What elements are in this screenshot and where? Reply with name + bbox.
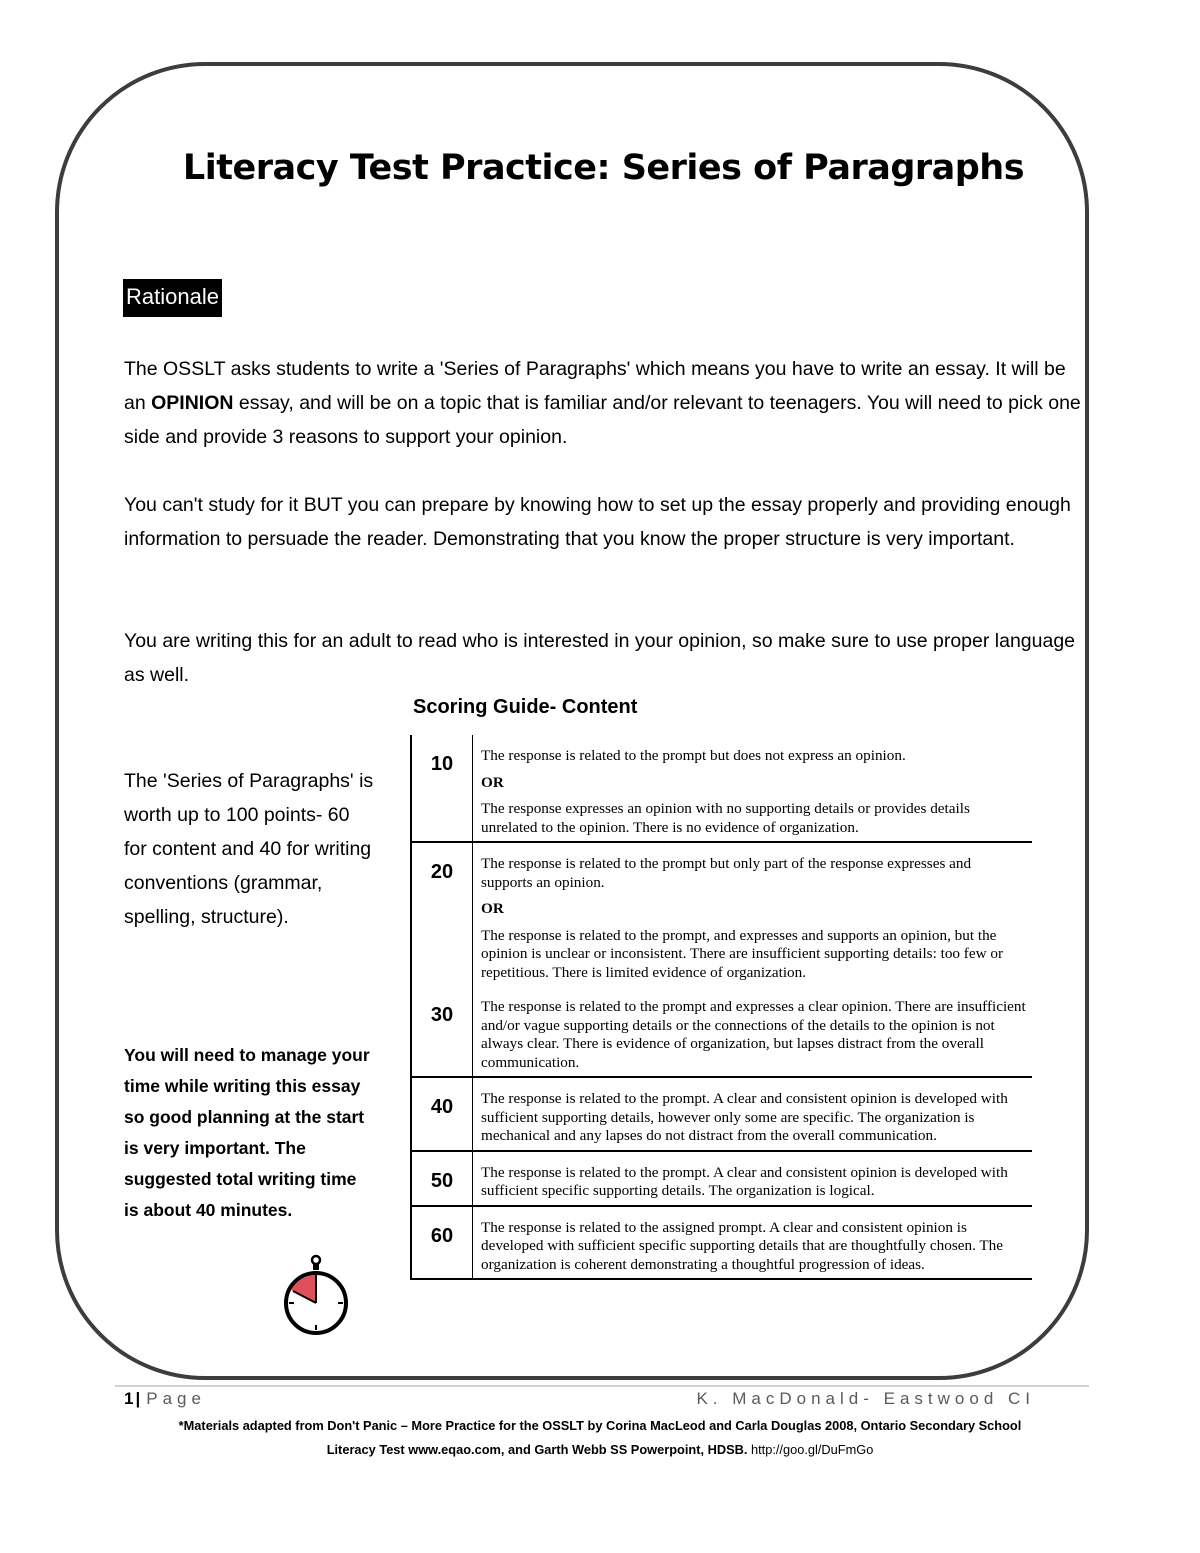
score-cell: 50 xyxy=(411,1151,473,1206)
or-label: OR xyxy=(481,900,504,917)
table-row xyxy=(411,1206,1032,1280)
credits-line-1: *Materials adapted from Don't Panic – More Practice for the OSSLT by Corina MacLeod and Carla Douglas 2008, Ontario Secondary School xyxy=(178,1418,1022,1433)
description-cell xyxy=(473,1077,1033,1151)
page-number: 1 xyxy=(124,1389,134,1408)
table-row xyxy=(411,986,1032,1077)
time-management-note: You will need to manage your time while writing this essay so good planning at the start is very important. The suggested total writing time is about 40 minutes. xyxy=(124,1045,370,1220)
page-number-label: 1 | Page xyxy=(124,1389,206,1408)
footer-divider xyxy=(115,1385,1089,1387)
author-credit: K. MacDonald- Eastwood CI xyxy=(696,1389,1035,1408)
stopwatch-icon xyxy=(281,1254,351,1336)
page-title: Literacy Test Practice: Series of Paragraphs xyxy=(182,148,1025,188)
source-credits xyxy=(100,1414,1100,1462)
or-label: OR xyxy=(481,773,504,791)
audience-paragraph: You are writing this for an adult to read who is interested in your opinion, so make sure to use proper language as well. xyxy=(124,630,1076,686)
description-cell xyxy=(473,842,1033,986)
scoring-guide-heading: Scoring Guide- Content xyxy=(413,696,638,718)
description-text: The response is related to the prompt but only part of the response expresses and supports an opinion. xyxy=(481,855,972,891)
description-cell xyxy=(473,1206,1033,1280)
intro-text-end: essay, and will be on a topic that is familiar and/or relevant to teenagers. You will need to pick one side and provide 3 reasons to support your opinion. xyxy=(124,392,1081,448)
table-row xyxy=(411,1151,1032,1206)
credits-line-2 xyxy=(100,1438,1100,1462)
points-note: The 'Series of Paragraphs' is worth up to 100 points- 60 for content and 40 for writing conventions (grammar, spelling, structure). xyxy=(124,770,374,928)
scoring-guide-table xyxy=(410,735,1032,1280)
description-text: The response is related to the assigned prompt. A clear and consistent opinion is developed with sufficient specific supporting details that are thoughtfully chosen. The organization is coherent demonstrating a thoughtful progression of ideas. xyxy=(481,1218,1004,1273)
description-cell xyxy=(473,735,1033,842)
table-row xyxy=(411,735,1032,842)
rationale-label: Rationale xyxy=(123,279,222,317)
score-cell: 40 xyxy=(411,1077,473,1151)
table-row xyxy=(411,1077,1032,1151)
description-text: The response is related to the prompt. A clear and consistent opinion is developed with sufficient supporting details, however only some are specific. The organization is mechanical and any lapses do not distract from the overall communication. xyxy=(481,1090,1008,1144)
intro-paragraph xyxy=(124,352,1084,454)
opinion-emphasis: OPINION xyxy=(151,392,234,414)
credits-url[interactable]: http://goo.gl/DuFmGo xyxy=(750,1442,874,1457)
table-row xyxy=(411,842,1032,986)
description-text: The response is related to the prompt. A clear and consistent opinion is developed with sufficient specific supporting details. The organization is logical. xyxy=(481,1163,1008,1199)
score-cell: 20 xyxy=(411,842,473,986)
score-cell: 60 xyxy=(411,1206,473,1280)
score-cell: 10 xyxy=(411,735,473,842)
score-cell: 30 xyxy=(411,986,473,1077)
description-text: The response expresses an opinion with no supporting details or provides details unrelated to the opinion. There is no evidence of organization. xyxy=(481,800,970,836)
description-text: The response is related to the prompt, and expresses and supports an opinion, but the opinion is unclear or inconsistent. There are insufficient supporting details: too few or repetitious. There is limited evidence of organization. xyxy=(481,926,1004,981)
preparation-paragraph: You can't study for it BUT you can prepare by knowing how to set up the essay properly and providing enough information to persuade the reader. Demonstrating that you know the proper structure is very important. xyxy=(124,494,1071,550)
description-text: The response is related to the prompt and expresses a clear opinion. There are insufficient and/or vague supporting details or the connections of the details to the opinion is not always clear. There is evidence of organization, but lapses distract from the overall communication. xyxy=(481,998,1026,1071)
credits-text: Literacy Test www.eqao.com, and Garth Webb SS Powerpoint, HDSB. xyxy=(326,1442,748,1457)
description-cell xyxy=(473,1151,1033,1206)
description-cell xyxy=(473,986,1033,1077)
page-word: Page xyxy=(146,1389,206,1408)
intro-text-start: The OSSLT asks students to write a 'Series of Paragraphs' which means you have to write an essay. It will be an xyxy=(124,358,1066,414)
description-text: The response is related to the prompt but does not express an opinion. xyxy=(481,747,906,764)
